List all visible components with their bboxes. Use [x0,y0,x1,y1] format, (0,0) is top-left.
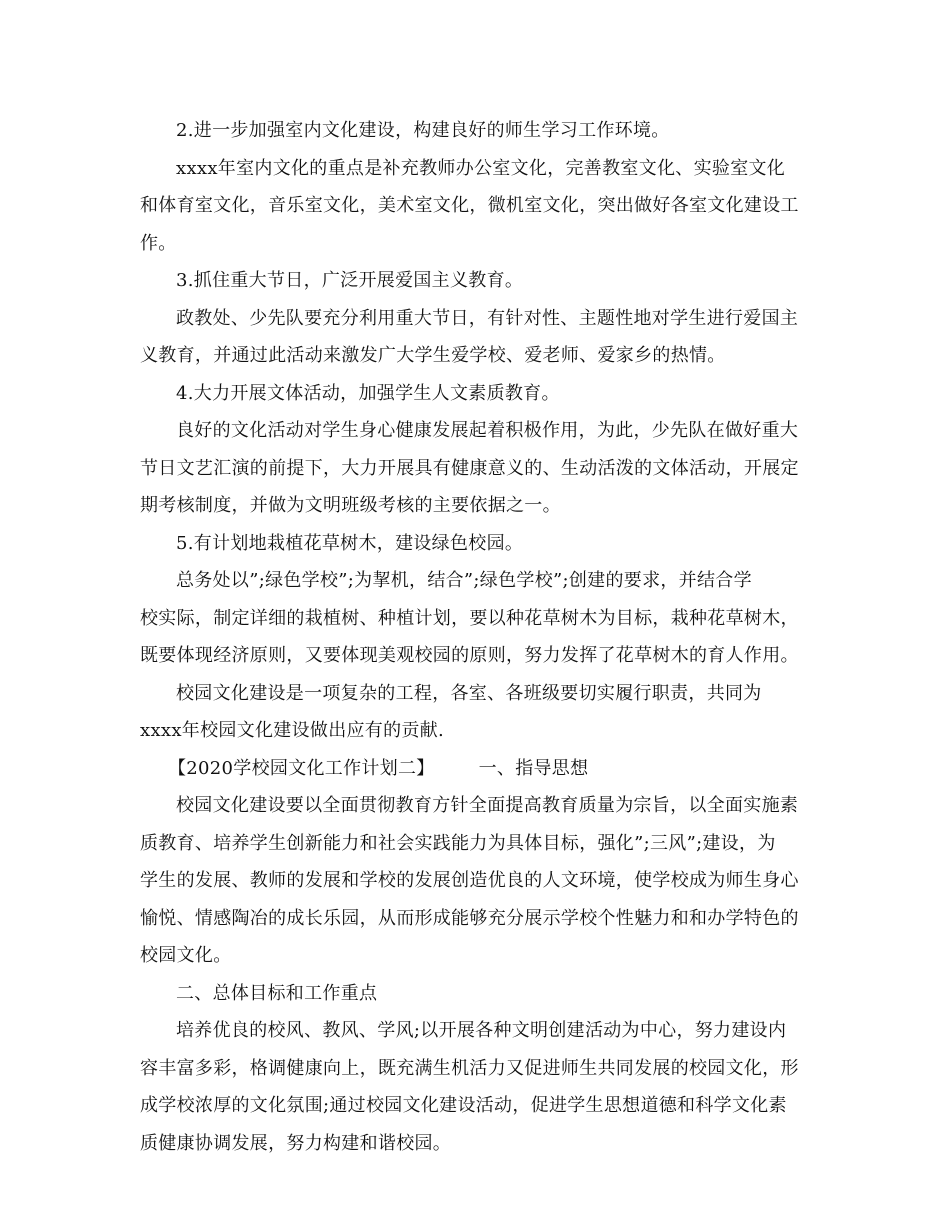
document-page [140,112,820,1162]
text-line: 5.有计划地栽植花草树木，建设绿色校园。 [176,532,524,554]
document-body-part-2 [140,787,820,1162]
item-4-body [140,412,820,525]
item-3-body [140,300,820,375]
text-line: 义教育，并通过此活动来激发广大学生爱学校、爱老师、爱家乡的热情。 [140,345,726,366]
section-two-body [140,1012,820,1162]
item-5-heading [140,525,820,563]
item-5-body [140,562,820,675]
section-two-heading [140,975,820,1013]
text-line: 校园文化。 [140,945,232,966]
text-line: 培养优良的校风、教风、学风;以开展各种文明创建活动为中心，努力建设内 [176,1020,787,1041]
text-line: 节日文艺汇演的前提下，大力开展具有健康意义的、生动活泼的文体活动，开展定 [140,457,799,479]
text-line: 良好的文化活动对学生身心健康发展起着积极作用，为此，少先队在做好重大 [176,420,799,441]
section-one-heading: 一、指导思想 [478,757,589,779]
text-line: 成学校浓厚的文化氛围;通过校园文化建设活动，促进学生思想道德和科学文化素 [140,1095,787,1116]
text-line: 校园文化建设是一项复杂的工程，各室、各班级要切实履行职责，共同为 [176,682,762,704]
text-line: 学生的发展、教师的发展和学校的发展创造优良的人文环境，使学校成为师生身心 [140,870,799,891]
plan-two-heading-row [140,750,820,788]
text-line: 3.抓住重大节日，广泛开展爱国主义教育。 [176,270,524,291]
text-line: 校实际，制定详细的栽植树、种植计划，要以种花草树木为目标，栽种花草树木， [140,607,799,629]
plan-two-title: 【2020学校园文化工作计划二】 [168,757,435,779]
item-3-heading [140,262,820,300]
text-line: 既要体现经济原则，又要体现美观校园的原则，努力发挥了花草树木的育人作用。 [140,645,799,666]
item-2-heading [140,112,820,150]
item-2-body [140,150,820,263]
conclusion [140,675,820,750]
text-line: 2.进一步加强室内文化建设，构建良好的师生学习工作环境。 [176,120,670,141]
text-line: 校园文化建设要以全面贯彻教育方针全面提高教育质量为宗旨，以全面实施素 [176,795,799,816]
text-line: 期考核制度，并做为文明班级考核的主要依据之一。 [140,495,561,516]
text-line: 愉悦、情感陶冶的成长乐园，从而形成能够充分展示学校个性魅力和和办学特色的 [140,907,799,929]
text-line: 作。 [140,232,177,254]
text-line: 质健康协调发展，努力构建和谐校园。 [140,1132,452,1154]
text-line: xxxx年室内文化的重点是补充教师办公室文化，完善教室文化、实验室文化 [176,157,786,179]
text-line: 和体育室文化，音乐室文化，美术室文化，微机室文化，突出做好各室文化建设工 [140,195,799,216]
document-body-part-1 [140,112,820,750]
text-line: 容丰富多彩，格调健康向上，既充满生机活力又促进师生共同发展的校园文化，形 [140,1057,799,1079]
text-line: 4.大力开展文体活动，加强学生人文素质教育。 [176,382,560,404]
text-line: 政教处、少先队要充分利用重大节日，有针对性、主题性地对学生进行爱国主 [176,307,799,329]
text-line: xxxx年校园文化建设做出应有的贡献. [140,720,445,741]
text-line: 总务处以”;绿色学校”;为挈机，结合”;绿色学校”;创建的要求，并结合学 [176,570,752,591]
text-line: 二、总体目标和工作重点 [176,982,378,1004]
item-4-heading [140,375,820,413]
text-line: 质教育、培养学生创新能力和社会实践能力为具体目标，强化”;三风”;建设，为 [140,832,776,854]
guiding-thought-body [140,787,820,975]
